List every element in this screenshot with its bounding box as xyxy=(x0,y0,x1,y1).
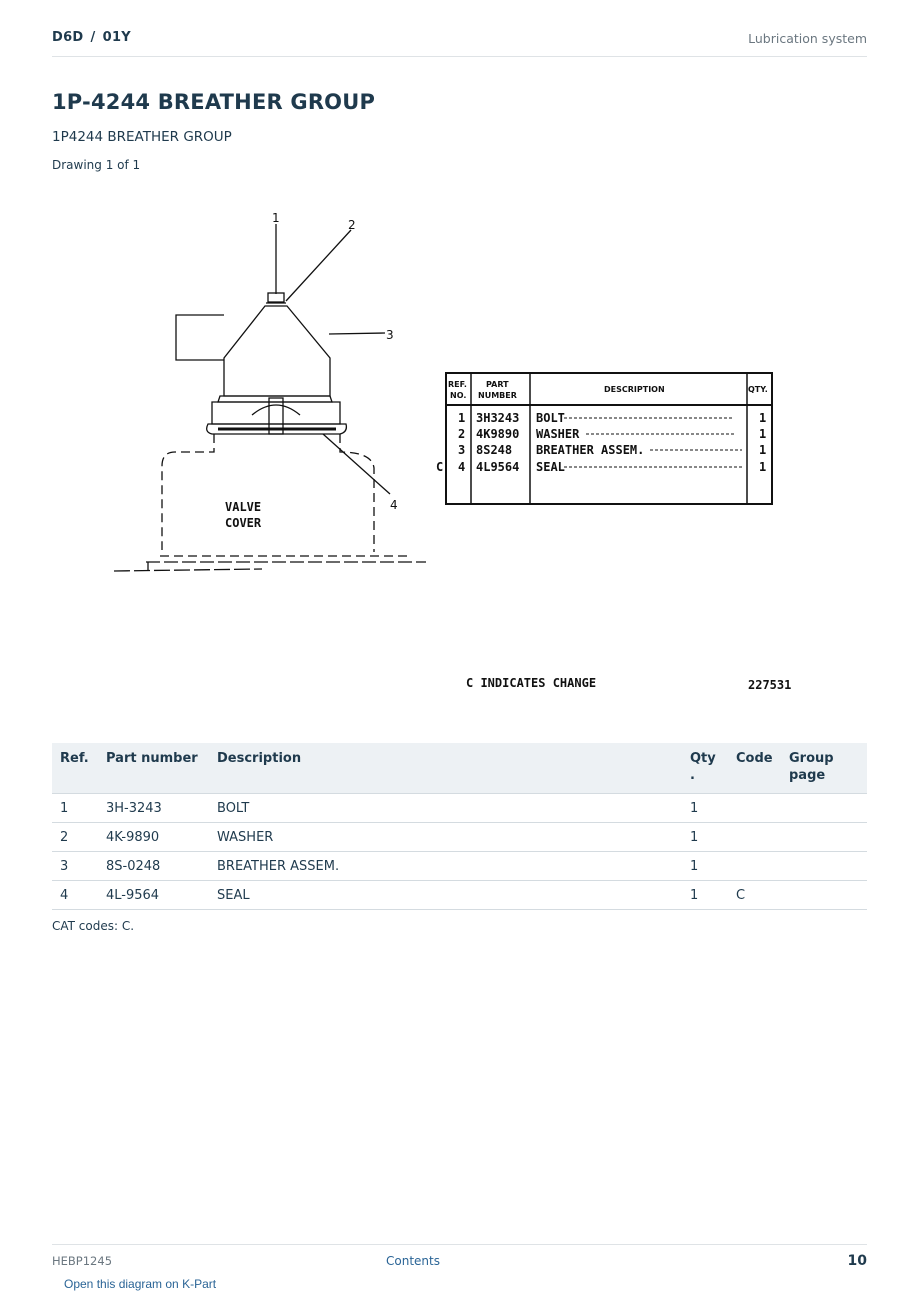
contents-link[interactable]: Contents xyxy=(386,1254,440,1268)
inset-header-description: DESCRIPTION xyxy=(604,385,665,394)
valve-cover-label-line2: COVER xyxy=(225,516,262,530)
page-footer xyxy=(52,1244,867,1275)
callout-label-4: 4 xyxy=(390,498,398,512)
parts-table xyxy=(52,743,867,910)
breadcrumb-serial[interactable]: 01Y xyxy=(102,30,131,45)
page-title: 1P-4244 BREATHER GROUP xyxy=(52,90,376,114)
cell-qty: 1 xyxy=(682,823,728,852)
cell-qty: 1 xyxy=(682,881,728,910)
inset-header-part-line2: NUMBER xyxy=(478,391,517,400)
section-name: Lubrication system xyxy=(748,31,867,46)
col-header-ref: Ref. xyxy=(52,743,98,794)
cat-codes-note: CAT codes: C. xyxy=(52,919,135,933)
cell-part-number[interactable]: 3H-3243 xyxy=(98,794,209,823)
table-row xyxy=(52,852,867,881)
page-header xyxy=(52,28,867,57)
valve-cover-label xyxy=(225,500,262,530)
inset-table-rows xyxy=(436,411,766,474)
drawing-count-label: Drawing 1 of 1 xyxy=(52,158,141,172)
inset-header-qty: QTY. xyxy=(748,385,768,394)
table-row xyxy=(52,823,867,852)
cell-qty: 1 xyxy=(682,852,728,881)
change-note: C INDICATES CHANGE xyxy=(466,676,597,690)
callout-label-2: 2 xyxy=(348,218,356,232)
cell-group-page xyxy=(781,881,867,910)
cell-group-page xyxy=(781,794,867,823)
callout-leader-3 xyxy=(329,333,385,334)
inset-row4-part: 4L9564 xyxy=(476,460,520,474)
page-subtitle: 1P4244 BREATHER GROUP xyxy=(52,129,232,145)
inset-row3-qty: 1 xyxy=(759,443,767,457)
inset-row3-ref: 3 xyxy=(458,443,466,457)
breadcrumb-model[interactable]: D6D xyxy=(52,30,84,45)
cell-description: WASHER xyxy=(209,823,682,852)
col-header-group-line1: Group xyxy=(789,751,834,766)
cell-ref: 1 xyxy=(52,794,98,823)
document-code: HEBP1245 xyxy=(52,1254,113,1268)
breadcrumb-separator: / xyxy=(90,30,96,45)
cell-qty: 1 xyxy=(682,794,728,823)
callout-label-3: 3 xyxy=(386,328,394,342)
inset-header-part-line1: PART xyxy=(486,380,509,389)
inset-row3-part: 8S248 xyxy=(476,443,513,457)
cell-ref: 2 xyxy=(52,823,98,852)
drawing-number: 227531 xyxy=(748,678,792,692)
col-header-description: Description xyxy=(209,743,682,794)
col-header-qty xyxy=(682,743,728,794)
cell-part-number[interactable]: 8S-0248 xyxy=(98,852,209,881)
page-number: 10 xyxy=(847,1253,867,1269)
inset-row4-ref: 4 xyxy=(458,460,466,474)
breather-housing xyxy=(224,306,330,396)
inset-row3-desc: BREATHER ASSEM. xyxy=(536,443,645,457)
breadcrumb xyxy=(52,30,131,45)
cell-group-page xyxy=(781,852,867,881)
col-header-group-page xyxy=(781,743,867,794)
open-in-kpart-link[interactable]: Open this diagram on K-Part xyxy=(64,1277,217,1291)
breather-group-diagram xyxy=(100,200,820,710)
callout-leader-2 xyxy=(286,230,351,301)
cell-ref: 3 xyxy=(52,852,98,881)
callout-label-1: 1 xyxy=(272,211,280,225)
inset-row2-qty: 1 xyxy=(759,427,767,441)
parts-table-header xyxy=(52,743,867,794)
bolt-head xyxy=(268,293,284,302)
cell-ref: 4 xyxy=(52,881,98,910)
cell-code xyxy=(728,852,781,881)
cell-part-number[interactable]: 4K-9890 xyxy=(98,823,209,852)
inset-row2-desc: WASHER xyxy=(536,427,580,441)
col-header-part-number: Part number xyxy=(98,743,209,794)
col-header-qty-line2: . xyxy=(690,768,695,783)
cell-description: BOLT xyxy=(209,794,682,823)
inset-row1-qty: 1 xyxy=(759,411,767,425)
inset-header-ref-line1: REF. xyxy=(448,380,467,389)
callout-leader-4 xyxy=(323,434,390,494)
callout-labels xyxy=(272,211,398,512)
inset-row4-desc: SEAL xyxy=(536,460,565,474)
inset-row1-part: 3H3243 xyxy=(476,411,520,425)
diagram-drawing xyxy=(100,200,820,710)
breather-outlet xyxy=(176,315,224,360)
valve-cover-outline xyxy=(162,434,214,550)
cell-description: BREATHER ASSEM. xyxy=(209,852,682,881)
inset-table-header xyxy=(448,380,768,400)
inset-row1-desc: BOLT xyxy=(536,411,565,425)
inset-row2-part: 4K9890 xyxy=(476,427,520,441)
cell-part-number[interactable]: 4L-9564 xyxy=(98,881,209,910)
breather-assembly-drawing xyxy=(114,224,426,571)
cell-code: C xyxy=(728,881,781,910)
inset-row1-ref: 1 xyxy=(458,411,466,425)
inset-row4-change-flag: C xyxy=(436,460,444,474)
cell-description: SEAL xyxy=(209,881,682,910)
valve-cover-label-line1: VALVE xyxy=(225,500,262,514)
col-header-qty-line1: Qty xyxy=(690,751,716,766)
inset-header-ref-line2: NO. xyxy=(450,391,467,400)
cell-code xyxy=(728,823,781,852)
table-row xyxy=(52,881,867,910)
cell-group-page xyxy=(781,823,867,852)
inset-row2-ref: 2 xyxy=(458,427,466,441)
cell-code xyxy=(728,794,781,823)
inset-row4-qty: 1 xyxy=(759,460,767,474)
col-header-code: Code xyxy=(728,743,781,794)
table-row xyxy=(52,794,867,823)
col-header-group-line2: page xyxy=(789,768,826,783)
